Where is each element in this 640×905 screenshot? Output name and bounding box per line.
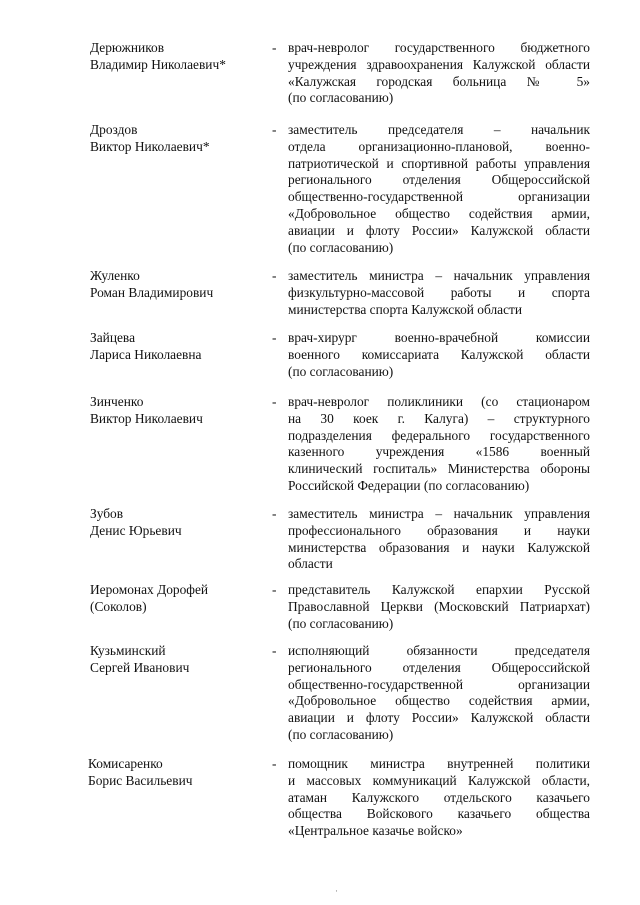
position-line: «Добровольное общество содействия армии,: [288, 205, 590, 221]
position-line: подразделения федерального государственного: [288, 427, 590, 443]
member-position: [288, 122, 590, 256]
position-line: помощник министра внутренней политики: [288, 756, 590, 771]
member-given-name: Сергей Иванович: [90, 659, 190, 675]
member-surname: Зинченко: [90, 394, 144, 409]
member-given-name: Денис Юрьевич: [90, 522, 182, 538]
member-position: [288, 330, 590, 380]
position-line: заместитель министра – начальник управления: [288, 268, 590, 283]
separator-dash: -: [272, 268, 277, 283]
member-name: [90, 330, 260, 364]
position-line: врач-невролог государственного бюджетного: [288, 40, 590, 55]
separator-dash: -: [272, 394, 277, 409]
member-name: [90, 268, 260, 302]
position-line: авиации и флоту России» Калужской области: [288, 222, 590, 238]
position-line: министерства спорта Калужской области: [288, 301, 523, 317]
member-given-name: Владимир Николаевич*: [90, 56, 226, 72]
position-line: (по согласованию): [288, 239, 394, 255]
member-position: [288, 506, 590, 573]
position-line: области: [288, 556, 333, 572]
position-line: общественно-государственной организации: [288, 676, 590, 692]
member-name: [90, 582, 260, 616]
position-line: (по согласованию): [288, 726, 394, 742]
position-line: общества Войскового казачьего общества: [288, 806, 590, 822]
member-given-name: Роман Владимирович: [90, 284, 214, 300]
member-given-name: (Соколов): [90, 598, 147, 614]
member-given-name: Виктор Николаевич*: [90, 138, 210, 154]
member-surname: Комисаренко: [88, 756, 163, 771]
position-line: казенного учреждения «1586 военный: [288, 444, 590, 460]
member-position: [288, 756, 590, 840]
position-line: «Добровольное общество содействия армии,: [288, 693, 590, 709]
position-line: (по согласованию): [288, 363, 394, 379]
member-given-name: Лариса Николаевна: [90, 346, 202, 362]
member-name: [90, 643, 260, 677]
position-line: представитель Калужской епархии Русской: [288, 582, 590, 597]
position-line: патриотической и спортивной работы управления: [288, 155, 590, 171]
position-line: (по согласованию): [288, 90, 394, 106]
member-given-name: Борис Васильевич: [88, 772, 193, 788]
separator-dash: -: [272, 40, 277, 55]
member-position: [288, 40, 590, 107]
position-line: отдела организационно-плановой, военно-: [288, 138, 590, 154]
position-line: врач-невролог поликлиники (со стационаром: [288, 394, 590, 409]
position-line: (по согласованию): [288, 615, 394, 631]
position-line: регионального отделения Общероссийской: [288, 172, 590, 188]
member-name: [90, 506, 260, 540]
position-line: профессионального образования и науки: [288, 522, 590, 538]
position-line: военного комиссариата Калужской области: [288, 346, 590, 362]
position-line: учреждения здравоохранения Калужской области: [288, 56, 590, 72]
member-name: [90, 394, 260, 428]
position-line: регионального отделения Общероссийской: [288, 659, 590, 675]
position-line: заместитель министра – начальник управления: [288, 506, 590, 521]
position-line: на 30 коек г. Калуга) – структурного: [288, 410, 590, 426]
member-given-name: Виктор Николаевич: [90, 410, 203, 426]
member-name: [90, 40, 260, 74]
position-line: врач-хирург военно-врачебной комиссии: [288, 330, 590, 345]
position-line: «Центральное казачье войско»: [288, 823, 463, 839]
member-name: [88, 756, 258, 790]
member-position: [288, 643, 590, 744]
member-position: [288, 394, 590, 495]
position-line: авиации и флоту России» Калужской области: [288, 710, 590, 726]
separator-dash: -: [272, 506, 277, 521]
member-name: [90, 122, 260, 156]
member-surname: Жуленко: [90, 268, 140, 283]
position-line: заместитель председателя – начальник: [288, 122, 590, 137]
position-line: общественно-государственной организации: [288, 189, 590, 205]
separator-dash: -: [272, 756, 277, 771]
separator-dash: -: [272, 330, 277, 345]
separator-dash: -: [272, 582, 277, 597]
separator-dash: -: [272, 122, 277, 137]
member-surname: Зайцева: [90, 330, 136, 345]
member-surname: Зубов: [90, 506, 124, 521]
position-line: атаман Калужского отдельского казачьего: [288, 789, 590, 805]
member-surname: Дроздов: [90, 122, 138, 137]
member-surname: Иеромонах Дорофей: [90, 582, 209, 597]
position-line: Российской Федерации (по согласованию): [288, 477, 530, 493]
member-position: [288, 268, 590, 318]
position-line: и массовых коммуникаций Калужской области,: [288, 772, 590, 788]
position-line: министерства образования и науки Калужской: [288, 539, 590, 555]
separator-dash: -: [272, 643, 277, 658]
position-line: Православной Церкви (Московский Патриархат): [288, 598, 590, 614]
scan-speck: ·: [335, 886, 338, 896]
position-line: «Калужская городская больница № 5»: [288, 73, 590, 89]
position-line: исполняющий обязанности председателя: [288, 643, 590, 658]
position-line: клинический госпиталь» Министерства обороны: [288, 461, 590, 477]
position-line: физкультурно-массовой работы и спорта: [288, 284, 590, 300]
member-surname: Кузьминский: [90, 643, 166, 658]
member-position: [288, 582, 590, 632]
member-surname: Дерюжников: [90, 40, 165, 55]
